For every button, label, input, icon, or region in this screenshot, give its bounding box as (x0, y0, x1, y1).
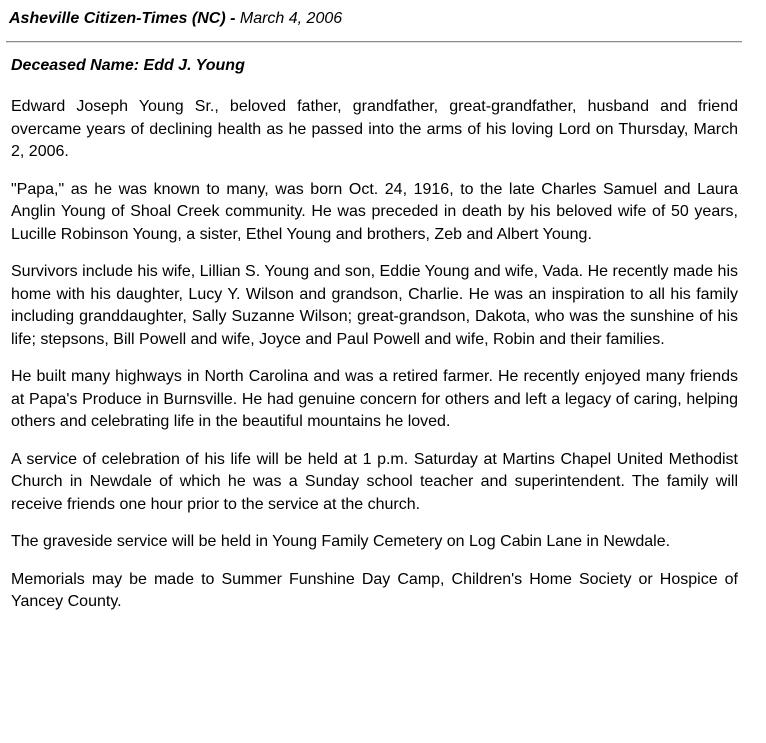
newspaper-name: Asheville Citizen-Times (NC) (9, 10, 226, 27)
paragraph-biography: "Papa," as he was known to many, was born Oct. 24, 1916, to the late Charles Samuel and Laura Anglin Young of Shoal Creek community. He was preceded in death by his beloved wife of 50 years, Lucille Robinson Young, a sister, Ethel Young and brothers, Zeb and Albert Young. (11, 180, 738, 243)
article-header (9, 9, 342, 29)
header-divider (6, 41, 742, 43)
paragraph-death-notice: Edward Joseph Young Sr., beloved father, grandfather, great-grandfather, husband and friend overcame years of declining health as he passed into the arms of his loving Lord on Thursday, March 2, 2006. (11, 98, 738, 160)
obituary-body (11, 96, 738, 629)
header-separator: - (225, 10, 240, 27)
paragraph-life: He built many highways in North Carolina and was a retired farmer. He recently enjoyed many friends at Papa's Produce in Burnsville. He had genuine concern for others and left a legacy of caring, helping others and celebrating life in the beautiful mountains he loved. (11, 368, 738, 430)
paragraph-memorials: Memorials may be made to Summer Funshine Day Camp, Children's Home Society or Hospice of Yancey County. (11, 570, 738, 610)
paragraph-service: A service of celebration of his life will be held at 1 p.m. Saturday at Martins Chapel United Methodist Church in Newdale of which he was a Sunday school teacher and superintendent. The family will receive friends one hour prior to the service at the church. (11, 450, 738, 513)
paragraph-graveside: The graveside service will be held in Young Family Cemetery on Log Cabin Lane in Newdale. (11, 533, 671, 550)
paragraph-survivors: Survivors include his wife, Lillian S. Young and son, Eddie Young and wife, Vada. He recently made his home with his daughter, Lucy Y. Wilson and grandson, Charlie. He was an inspiration to all his family including granddaughter, Sally Suzanne Wilson; great-grandson, Dakota, who was the sunshine of his life; stepsons, Bill Powell and wife, Joyce and Paul Powell and wife, Robin and their families. (11, 263, 738, 348)
deceased-name-heading: Deceased Name: Edd J. Young (11, 57, 245, 74)
publication-date: March 4, 2006 (239, 10, 343, 27)
